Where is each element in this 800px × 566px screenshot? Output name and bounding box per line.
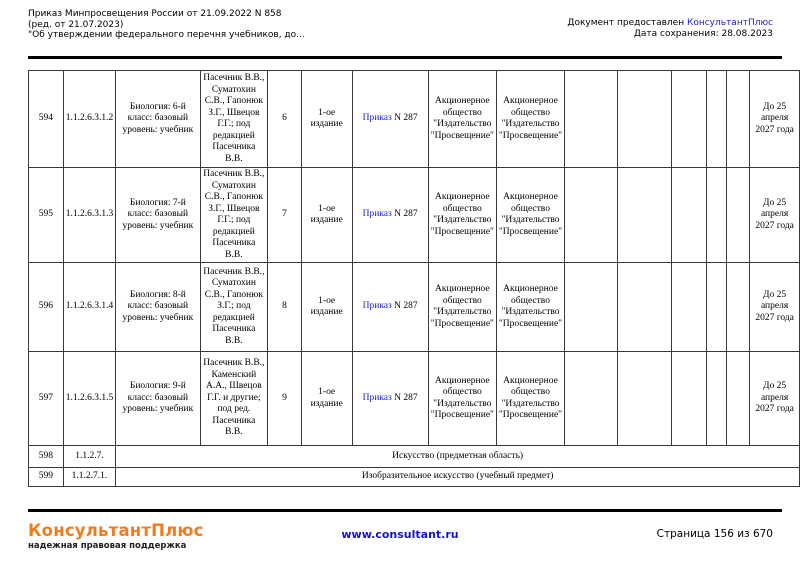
- cell-textbook-name: Биология: 9-й класс: базовый уровень: учебник: [116, 352, 200, 446]
- cell-publisher: Акционерное общество "Издательство "Просвещение": [428, 263, 496, 352]
- provided-by-line: [567, 18, 773, 29]
- document-header-info: [28, 9, 305, 41]
- cell-empty: [618, 352, 672, 446]
- cell-empty: [672, 352, 706, 446]
- provided-by-label: Документ предоставлен: [567, 18, 687, 28]
- cell-row-number: 599: [29, 468, 64, 487]
- order-link[interactable]: Приказ: [362, 301, 392, 312]
- cell-textbook-name: Биология: 6-й класс: базовый уровень: учебник: [116, 71, 200, 168]
- cell-empty: [706, 168, 726, 263]
- cell-authors: Пасечник В.В., Суматохин С.В., Гапонюк З.Г., Швецов Г.Г.; под редакцией Пасечника В.В.: [200, 71, 268, 168]
- textbook-table: [28, 70, 800, 487]
- table-row-599: [29, 468, 800, 487]
- cell-authors: Пасечник В.В., Каменский А.А., Швецов Г.Г. и другие; под ред. Пасечника В.В.: [200, 352, 268, 446]
- doc-title-line-2: (ред. от 21.07.2023): [28, 19, 124, 30]
- consultantplus-logo: КонсультантПлюс: [28, 521, 204, 540]
- cell-order-ref: Приказ N 287: [352, 168, 428, 263]
- cell-empty: [618, 263, 672, 352]
- table-row-597: [29, 352, 800, 446]
- cell-grade: 9: [268, 352, 302, 446]
- cell-empty: [672, 263, 706, 352]
- cell-edition: 1-ое издание: [301, 352, 352, 446]
- cell-row-number: 597: [29, 352, 64, 446]
- cell-empty: [726, 263, 750, 352]
- cell-empty: [565, 263, 618, 352]
- cell-empty: [565, 352, 618, 446]
- cell-empty: [706, 71, 726, 168]
- cell-empty: [706, 263, 726, 352]
- cell-row-number: 594: [29, 71, 64, 168]
- cell-grade: 8: [268, 263, 302, 352]
- cell-empty: [565, 168, 618, 263]
- cell-row-number: 598: [29, 446, 64, 468]
- cell-code: 1.1.2.7.: [63, 446, 116, 468]
- cell-publisher: Акционерное общество "Издательство "Просвещение": [428, 168, 496, 263]
- cell-publisher-rights: Акционерное общество "Издательство "Просвещение": [496, 71, 564, 168]
- order-link[interactable]: Приказ: [362, 113, 392, 124]
- cell-publisher-rights: Акционерное общество "Издательство "Просвещение": [496, 352, 564, 446]
- cell-expiry-date: До 25 апреля 2027 года: [750, 71, 800, 168]
- order-link[interactable]: Приказ: [362, 209, 392, 220]
- doc-title-line-3: "Об утверждении федерального перечня учебников, до...: [28, 30, 305, 40]
- cell-empty: [565, 71, 618, 168]
- cell-authors: Пасечник В.В., Суматохин С.В., Гапонюк З.Г.; под редакцией Пасечника В.В.: [200, 263, 268, 352]
- cell-edition: 1-ое издание: [301, 71, 352, 168]
- cell-publisher-rights: Акционерное общество "Издательство "Просвещение": [496, 263, 564, 352]
- cell-edition: 1-ое издание: [301, 168, 352, 263]
- cell-empty: [726, 352, 750, 446]
- cell-order-ref: Приказ N 287: [352, 263, 428, 352]
- cell-grade: 7: [268, 168, 302, 263]
- cell-code: 1.1.2.6.3.1.3: [63, 168, 116, 263]
- header-divider: [28, 56, 782, 59]
- cell-empty: [672, 71, 706, 168]
- doc-title-line-1: Приказ Минпросвещения России от 21.09.2022 N 858: [28, 9, 282, 19]
- table-row-595: [29, 168, 800, 263]
- cell-code: 1.1.2.6.3.1.2: [63, 71, 116, 168]
- consultant-url-link[interactable]: www.consultant.ru: [341, 528, 459, 541]
- cell-section-title: Изобразительное искусство (учебный предмет): [116, 468, 800, 487]
- cell-grade: 6: [268, 71, 302, 168]
- cell-row-number: 596: [29, 263, 64, 352]
- cell-publisher: Акционерное общество "Издательство "Просвещение": [428, 352, 496, 446]
- cell-textbook-name: Биология: 7-й класс: базовый уровень: учебник: [116, 168, 200, 263]
- cell-expiry-date: До 25 апреля 2027 года: [750, 263, 800, 352]
- save-date-label: Дата сохранения: 28.08.2023: [633, 28, 773, 39]
- cell-code: 1.1.2.6.3.1.5: [63, 352, 116, 446]
- cell-empty: [672, 168, 706, 263]
- cell-publisher-rights: Акционерное общество "Издательство "Просвещение": [496, 168, 564, 263]
- cell-empty: [706, 352, 726, 446]
- footer-divider: [28, 509, 782, 512]
- document-provenance: [567, 18, 773, 39]
- cell-code: 1.1.2.6.3.1.4: [63, 263, 116, 352]
- cell-order-ref: Приказ N 287: [352, 71, 428, 168]
- table-row-598: [29, 446, 800, 468]
- cell-expiry-date: До 25 апреля 2027 года: [750, 168, 800, 263]
- cell-edition: 1-ое издание: [301, 263, 352, 352]
- cell-code: 1.1.2.7.1.: [63, 468, 116, 487]
- cell-publisher: Акционерное общество "Издательство "Просвещение": [428, 71, 496, 168]
- cell-empty: [618, 168, 672, 263]
- table-row-594: [29, 71, 800, 168]
- cell-empty: [618, 71, 672, 168]
- consultantplus-link[interactable]: КонсультантПлюс: [686, 18, 773, 28]
- table-row-596: [29, 263, 800, 352]
- cell-expiry-date: До 25 апреля 2027 года: [750, 352, 800, 446]
- cell-textbook-name: Биология: 8-й класс: базовый уровень: учебник: [116, 263, 200, 352]
- order-link[interactable]: Приказ: [362, 392, 392, 403]
- cell-empty: [726, 168, 750, 263]
- logo-tagline: надежная правовая поддержка: [28, 541, 187, 551]
- cell-row-number: 595: [29, 168, 64, 263]
- cell-empty: [726, 71, 750, 168]
- page-indicator: Страница 156 из 670: [656, 528, 773, 540]
- cell-order-ref: Приказ N 287: [352, 352, 428, 446]
- cell-authors: Пасечник В.В., Суматохин С.В., Гапонюк З.Г., Швецов Г.Г.; под редакцией Пасечника В.В.: [200, 168, 268, 263]
- cell-section-title: Искусство (предметная область): [116, 446, 800, 468]
